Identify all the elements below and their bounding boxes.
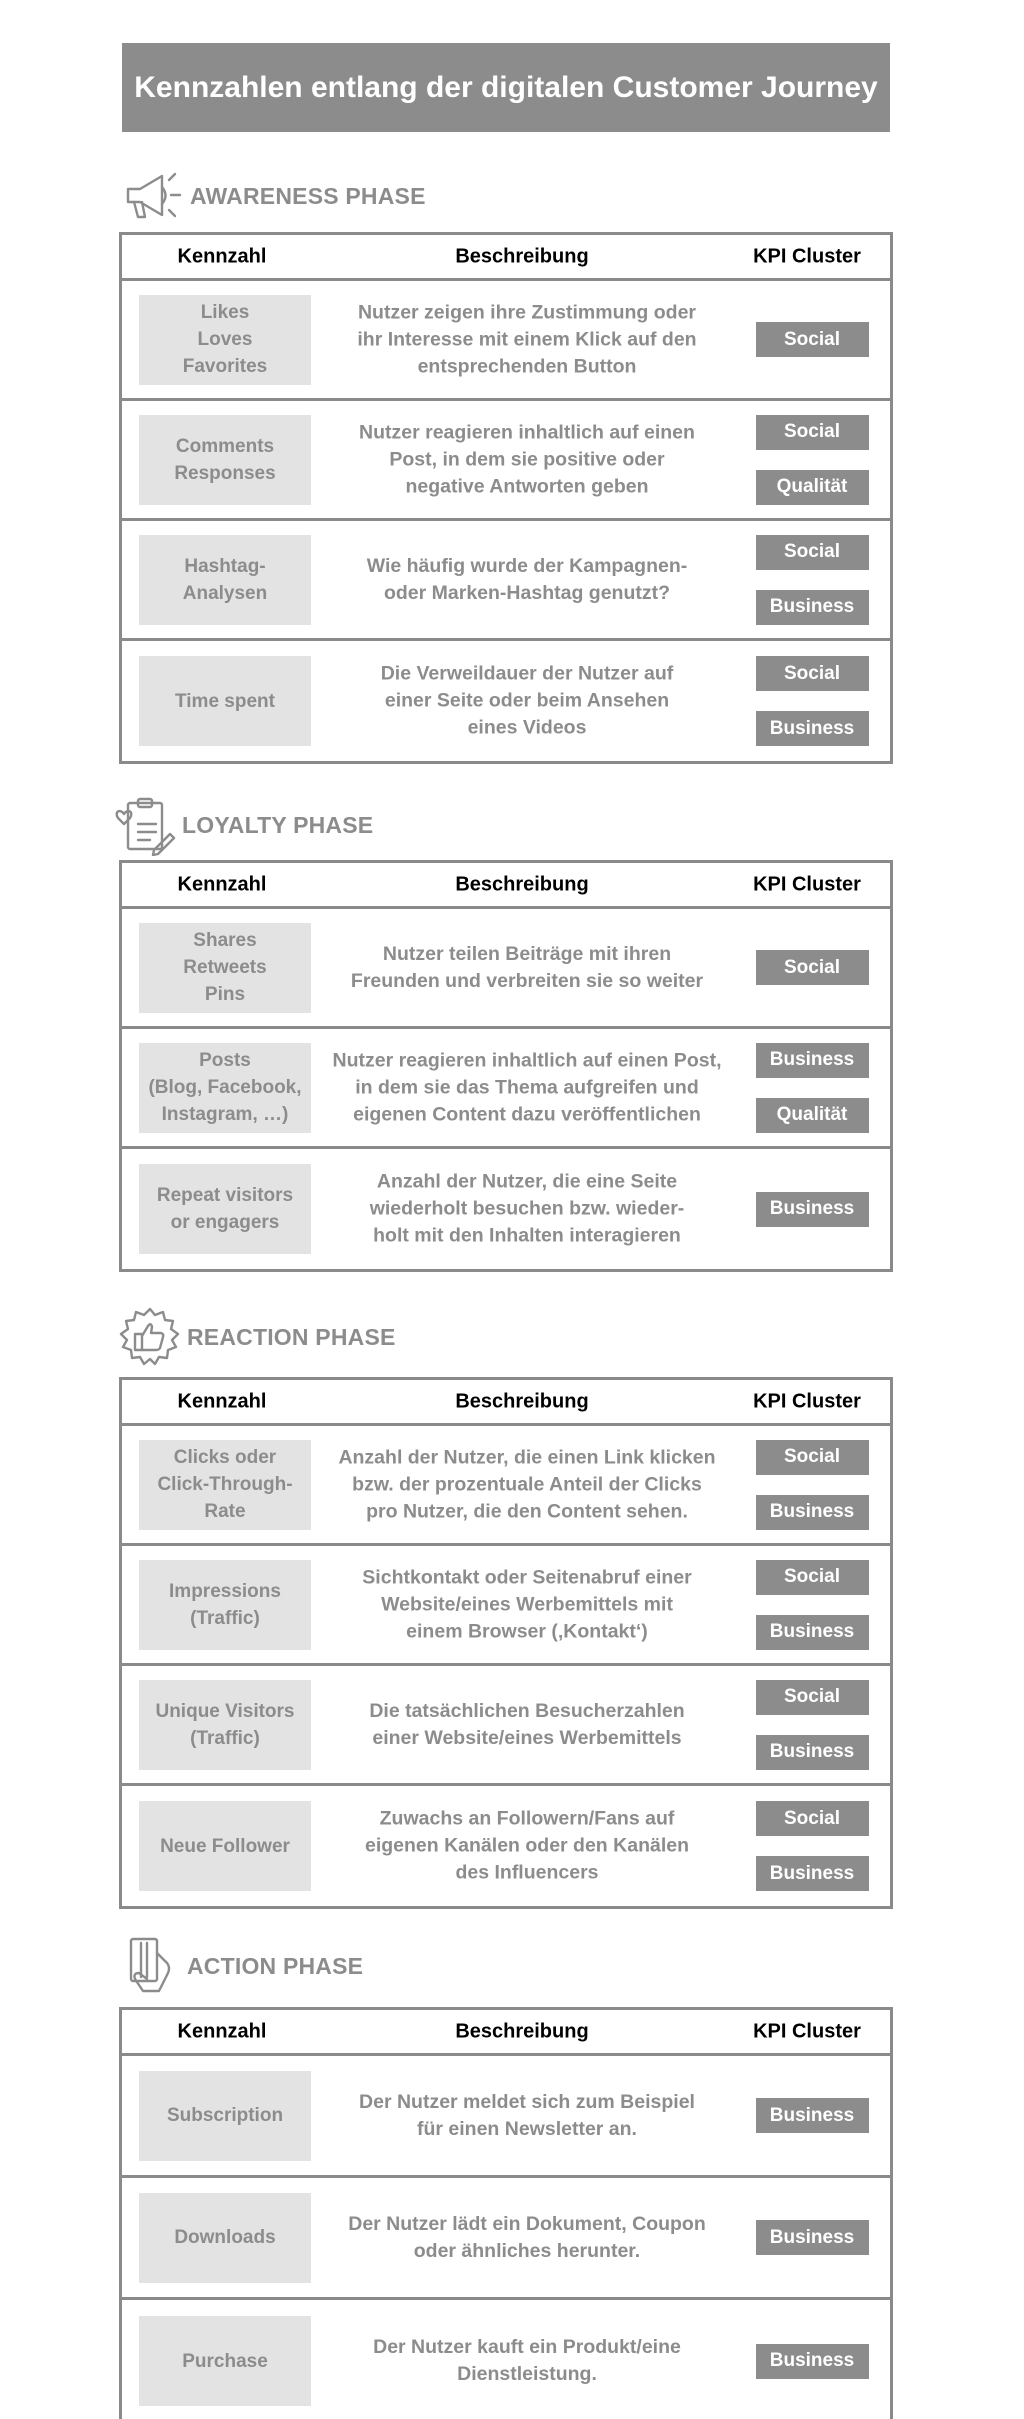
kennzahl-box: Unique Visitors (Traffic): [139, 1680, 311, 1770]
kennzahl-box: Neue Follower: [139, 1801, 311, 1891]
kennzahl-box: Comments Responses: [139, 415, 311, 505]
kennzahl-box: Posts (Blog, Facebook, Instagram, …): [139, 1043, 311, 1133]
header-kennzahl: Kennzahl: [177, 2020, 267, 2042]
cluster-list: [742, 281, 882, 398]
cluster-list: [742, 1546, 882, 1663]
header-kpi-cluster: KPI Cluster: [753, 1390, 861, 1412]
cluster-badge: Social: [756, 950, 869, 985]
header-beschreibung: Beschreibung: [455, 1390, 589, 1412]
cluster-list: [742, 1149, 882, 1269]
cluster-badge: Qualität: [756, 1098, 869, 1133]
table-row: [122, 1029, 890, 1149]
table-row: [122, 1786, 890, 1906]
cluster-list: [742, 2178, 882, 2297]
megaphone-icon: [122, 165, 184, 227]
cluster-badge: Qualität: [756, 470, 869, 505]
header-beschreibung: Beschreibung: [455, 873, 589, 895]
table-header: [122, 235, 890, 281]
kpi-table-loyalty: [119, 860, 893, 1272]
header-kpi-cluster: KPI Cluster: [753, 873, 861, 895]
thumbs-up-badge-icon: [119, 1306, 181, 1368]
cluster-badge: Social: [756, 535, 869, 570]
kennzahl-box: Purchase: [139, 2316, 311, 2406]
description: Die tatsächlichen Besucherzahlen einer Website/eines Werbemittels: [369, 1699, 685, 1749]
kennzahl-box: Time spent: [139, 656, 311, 746]
kennzahl-box: Clicks oder Click-Through- Rate: [139, 1440, 311, 1530]
cluster-list: [742, 641, 882, 761]
table-header: [122, 1380, 890, 1426]
table-row: [122, 2300, 890, 2419]
cluster-badge: Social: [756, 1801, 869, 1836]
cluster-badge: Business: [756, 1043, 869, 1078]
header-beschreibung: Beschreibung: [455, 2020, 589, 2042]
card-payment-icon: [119, 1935, 181, 1997]
cluster-badge: Business: [756, 2220, 869, 2255]
cluster-list: [742, 521, 882, 638]
table-row: [122, 909, 890, 1029]
page-title: Kennzahlen entlang der digitalen Customer Journey: [122, 43, 890, 132]
phase-header-reaction: [119, 1306, 396, 1368]
kennzahl-box: Downloads: [139, 2193, 311, 2283]
kennzahl-box: Repeat visitors or engagers: [139, 1164, 311, 1254]
kpi-table-awareness: [119, 232, 893, 764]
cluster-badge: Social: [756, 415, 869, 450]
description: Sichtkontakt oder Seitenabruf einer Website/eines Werbemittels mit einem Browser (‚Kontakt‘): [362, 1566, 692, 1642]
description: Nutzer teilen Beiträge mit ihren Freunden und verbreiten sie so weiter: [350, 942, 704, 992]
description: Anzahl der Nutzer, die eine Seite wiederholt besuchen bzw. wieder- holt mit den Inhalten interagieren: [369, 1170, 685, 1247]
cluster-list: [742, 1666, 882, 1783]
description: Anzahl der Nutzer, die einen Link klicken bzw. der prozentuale Anteil der Clicks pro Nutzer, die den Content sehen.: [338, 1446, 716, 1522]
description: Nutzer reagieren inhaltlich auf einen Post, in dem sie positive oder negative Antworten geben: [359, 421, 695, 497]
phase-header-loyalty: [114, 794, 373, 856]
cluster-list: [742, 1029, 882, 1146]
cluster-badge: Social: [756, 656, 869, 691]
cluster-badge: Business: [756, 1856, 869, 1891]
phase-header-action: [119, 1935, 363, 1997]
cluster-badge: Social: [756, 1680, 869, 1715]
cluster-badge: Business: [756, 1495, 869, 1530]
table-row: [122, 521, 890, 641]
kpi-table-reaction: [119, 1377, 893, 1909]
kennzahl-box: Hashtag- Analysen: [139, 535, 311, 625]
kennzahl-box: Likes Loves Favorites: [139, 295, 311, 385]
header-kennzahl: Kennzahl: [177, 873, 267, 895]
description: Der Nutzer meldet sich zum Beispiel für einen Newsletter an.: [359, 2090, 695, 2140]
cluster-list: [742, 401, 882, 518]
table-row: [122, 2056, 890, 2178]
cluster-badge: Social: [756, 1560, 869, 1595]
cluster-badge: Social: [756, 322, 869, 357]
header-kennzahl: Kennzahl: [177, 1390, 267, 1412]
kennzahl-box: Impressions (Traffic): [139, 1560, 311, 1650]
table-row: [122, 401, 890, 521]
table-header: [122, 863, 890, 909]
description: Nutzer zeigen ihre Zustimmung oder ihr Interesse mit einem Klick auf den entsprechenden Button: [357, 301, 697, 377]
phase-title: ACTION PHASE: [187, 1952, 364, 1979]
cluster-badge: Social: [756, 1440, 869, 1475]
cluster-badge: Business: [756, 1192, 869, 1227]
table-row: [122, 641, 890, 761]
description: Die Verweildauer der Nutzer auf einer Seite oder beim Ansehen eines Videos: [380, 662, 674, 739]
cluster-list: [742, 909, 882, 1026]
table-row: [122, 1426, 890, 1546]
kpi-table-action: [119, 2007, 893, 2419]
cluster-badge: Business: [756, 590, 869, 625]
description: Wie häufig wurde der Kampagnen- oder Marken-Hashtag genutzt?: [366, 554, 688, 604]
phase-title: AWARENESS PHASE: [190, 182, 426, 209]
heart-checklist-icon: [114, 794, 176, 856]
table-row: [122, 2178, 890, 2300]
table-row: [122, 281, 890, 401]
cluster-list: [742, 1426, 882, 1543]
description: Zuwachs an Followern/Fans auf eigenen Kanälen oder den Kanälen des Influencers: [365, 1807, 689, 1884]
description: Nutzer reagieren inhaltlich auf einen Post, in dem sie das Thema aufgreifen und eigenen Content dazu veröffentlichen: [332, 1049, 722, 1125]
cluster-badge: Business: [756, 1615, 869, 1650]
table-row: [122, 1149, 890, 1269]
cluster-badge: Business: [756, 2098, 869, 2133]
phase-header-awareness: [122, 165, 426, 227]
description: Der Nutzer kauft ein Produkt/eine Dienstleistung.: [373, 2336, 681, 2385]
kennzahl-box: Subscription: [139, 2071, 311, 2161]
cluster-list: [742, 2300, 882, 2419]
phase-title: REACTION PHASE: [187, 1323, 396, 1350]
cluster-list: [742, 1786, 882, 1906]
cluster-badge: Business: [756, 1735, 869, 1770]
header-kpi-cluster: KPI Cluster: [753, 245, 861, 267]
header-kpi-cluster: KPI Cluster: [753, 2020, 861, 2042]
cluster-badge: Business: [756, 2344, 869, 2379]
table-row: [122, 1666, 890, 1786]
header-beschreibung: Beschreibung: [455, 245, 589, 267]
table-row: [122, 1546, 890, 1666]
header-kennzahl: Kennzahl: [177, 245, 267, 267]
table-header: [122, 2010, 890, 2056]
description: Der Nutzer lädt ein Dokument, Coupon oder ähnliches herunter.: [348, 2212, 706, 2262]
cluster-badge: Business: [756, 711, 869, 746]
kennzahl-box: Shares Retweets Pins: [139, 923, 311, 1013]
cluster-list: [742, 2056, 882, 2175]
phase-title: LOYALTY PHASE: [182, 811, 374, 838]
